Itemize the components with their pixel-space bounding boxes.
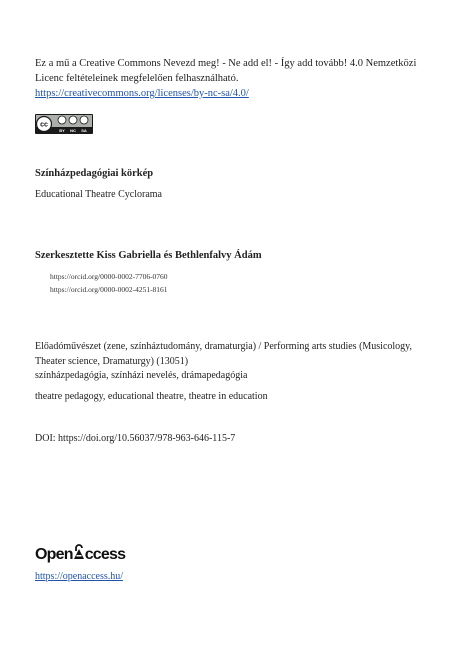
book-subtitle: Educational Theatre Cyclorama (35, 189, 162, 200)
open-access-logo-right: ccess (84, 546, 126, 563)
doi[interactable]: DOI: https://doi.org/10.56037/978-963-646-115-7 (35, 433, 236, 444)
cc-badge-by-label: BY (59, 128, 65, 133)
open-lock-icon (73, 544, 85, 559)
open-access-logo (35, 544, 125, 564)
cc-badge-cc-label: cc (40, 121, 48, 129)
cc-by-nc-sa-badge-icon (35, 114, 93, 134)
open-access-logo-left: Open (35, 546, 73, 563)
license-text: Ez a mű a Creative Commons Nevezd meg! - Ne add el! - Így add tovább! 4.0 Nemzetközi Licenc feltételeinek megfelelően felhasználható. (35, 58, 417, 84)
editors-line: Szerkesztette Kiss Gabriella és Bethlenfalvy Ádám (35, 250, 262, 261)
book-title: Színházpedagógiai körkép (35, 168, 154, 179)
orcid-link-1[interactable]: https://orcid.org/0000-0002-7706-0760 (50, 272, 168, 281)
cc-badge-nc-label: NC (70, 128, 76, 133)
orcid-link-2[interactable]: https://orcid.org/0000-0002-4251-8161 (50, 285, 168, 294)
license-link[interactable]: https://creativecommons.org/licenses/by-nc-sa/4.0/ (35, 88, 249, 99)
cc-badge-sa-label: SA (81, 128, 87, 133)
nc-icon (69, 116, 77, 124)
keywords-english: theatre pedagogy, educational theatre, theatre in education (35, 391, 268, 402)
sa-icon (80, 116, 88, 124)
license-statement (35, 56, 435, 101)
by-icon (58, 116, 66, 124)
open-access-link[interactable]: https://openaccess.hu/ (35, 571, 124, 582)
keywords-hungarian: színházpedagógia, színházi nevelés, drámapedagógia (35, 370, 248, 381)
subject-field: Előadóművészet (zene, színháztudomány, dramaturgia) / Performing arts studies (Musicology, Theater science, Dramaturgy) (13051) (35, 341, 413, 367)
